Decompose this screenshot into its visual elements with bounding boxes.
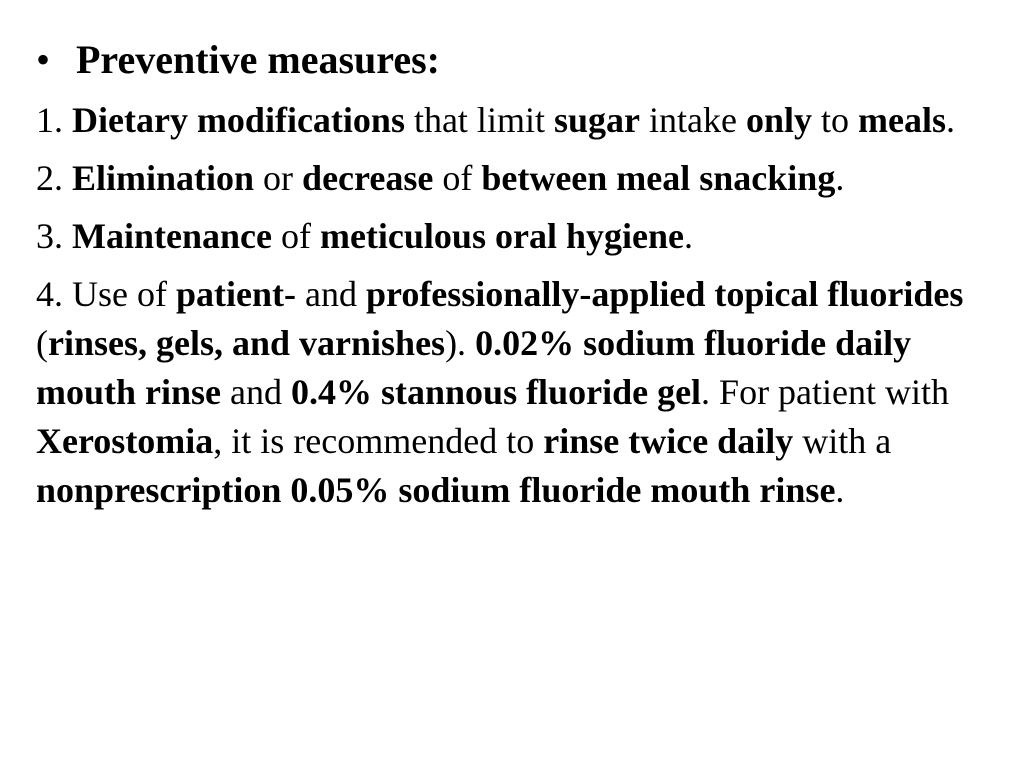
body-text: of xyxy=(433,158,482,198)
body-text: intake xyxy=(639,100,746,140)
emphasis-text: Xerostomia xyxy=(36,421,214,461)
emphasis-text: professionally-applied topical fluorides xyxy=(365,274,964,314)
emphasis-text: rinses, gels, and varnishes xyxy=(48,323,446,363)
measure-item xyxy=(36,96,1006,145)
emphasis-text: 0.02% sodium fluoride daily mouth rinse xyxy=(36,323,912,412)
body-text: . xyxy=(835,158,845,198)
emphasis-text: sugar xyxy=(553,100,640,140)
body-text: . For patient with xyxy=(701,372,950,412)
body-text: 3. xyxy=(36,216,72,256)
emphasis-text: decrease xyxy=(302,158,434,198)
emphasis-text: Elimination xyxy=(72,158,255,198)
body-text: 4. Use of xyxy=(36,274,176,314)
body-text: or xyxy=(254,158,303,198)
measure-item xyxy=(36,212,1006,261)
emphasis-text: meticulous oral hygiene xyxy=(319,216,684,256)
bullet-icon: • xyxy=(36,37,51,82)
body-text: with a xyxy=(793,421,892,461)
emphasis-text: only xyxy=(745,100,812,140)
emphasis-text: 0.4% stannous fluoride gel xyxy=(291,372,702,412)
body-text: ). xyxy=(445,323,476,363)
measures-list xyxy=(36,96,1006,524)
heading-text: Preventive measures: xyxy=(76,37,440,82)
emphasis-text: rinse twice daily xyxy=(543,421,794,461)
emphasis-text: Dietary modifications xyxy=(72,100,405,140)
slide-heading xyxy=(36,32,440,88)
body-text: to xyxy=(811,100,858,140)
emphasis-text: Maintenance xyxy=(72,216,272,256)
body-text: 1. xyxy=(36,100,72,140)
body-text: ( xyxy=(36,323,48,363)
body-text: and xyxy=(295,274,366,314)
emphasis-text: meals xyxy=(857,100,946,140)
measure-item xyxy=(36,270,1006,515)
body-text: of xyxy=(271,216,320,256)
body-text: . xyxy=(945,100,955,140)
measure-item xyxy=(36,154,1006,203)
body-text: . xyxy=(683,216,693,256)
body-text: . xyxy=(835,470,845,510)
body-text: and xyxy=(221,372,291,412)
body-text: 2. xyxy=(36,158,72,198)
body-text: , it is recommended to xyxy=(213,421,544,461)
emphasis-text: nonprescription 0.05% sodium fluoride mouth rinse xyxy=(36,470,836,510)
emphasis-text: patient- xyxy=(175,274,296,314)
emphasis-text: between meal snacking xyxy=(481,158,836,198)
body-text: that limit xyxy=(404,100,554,140)
